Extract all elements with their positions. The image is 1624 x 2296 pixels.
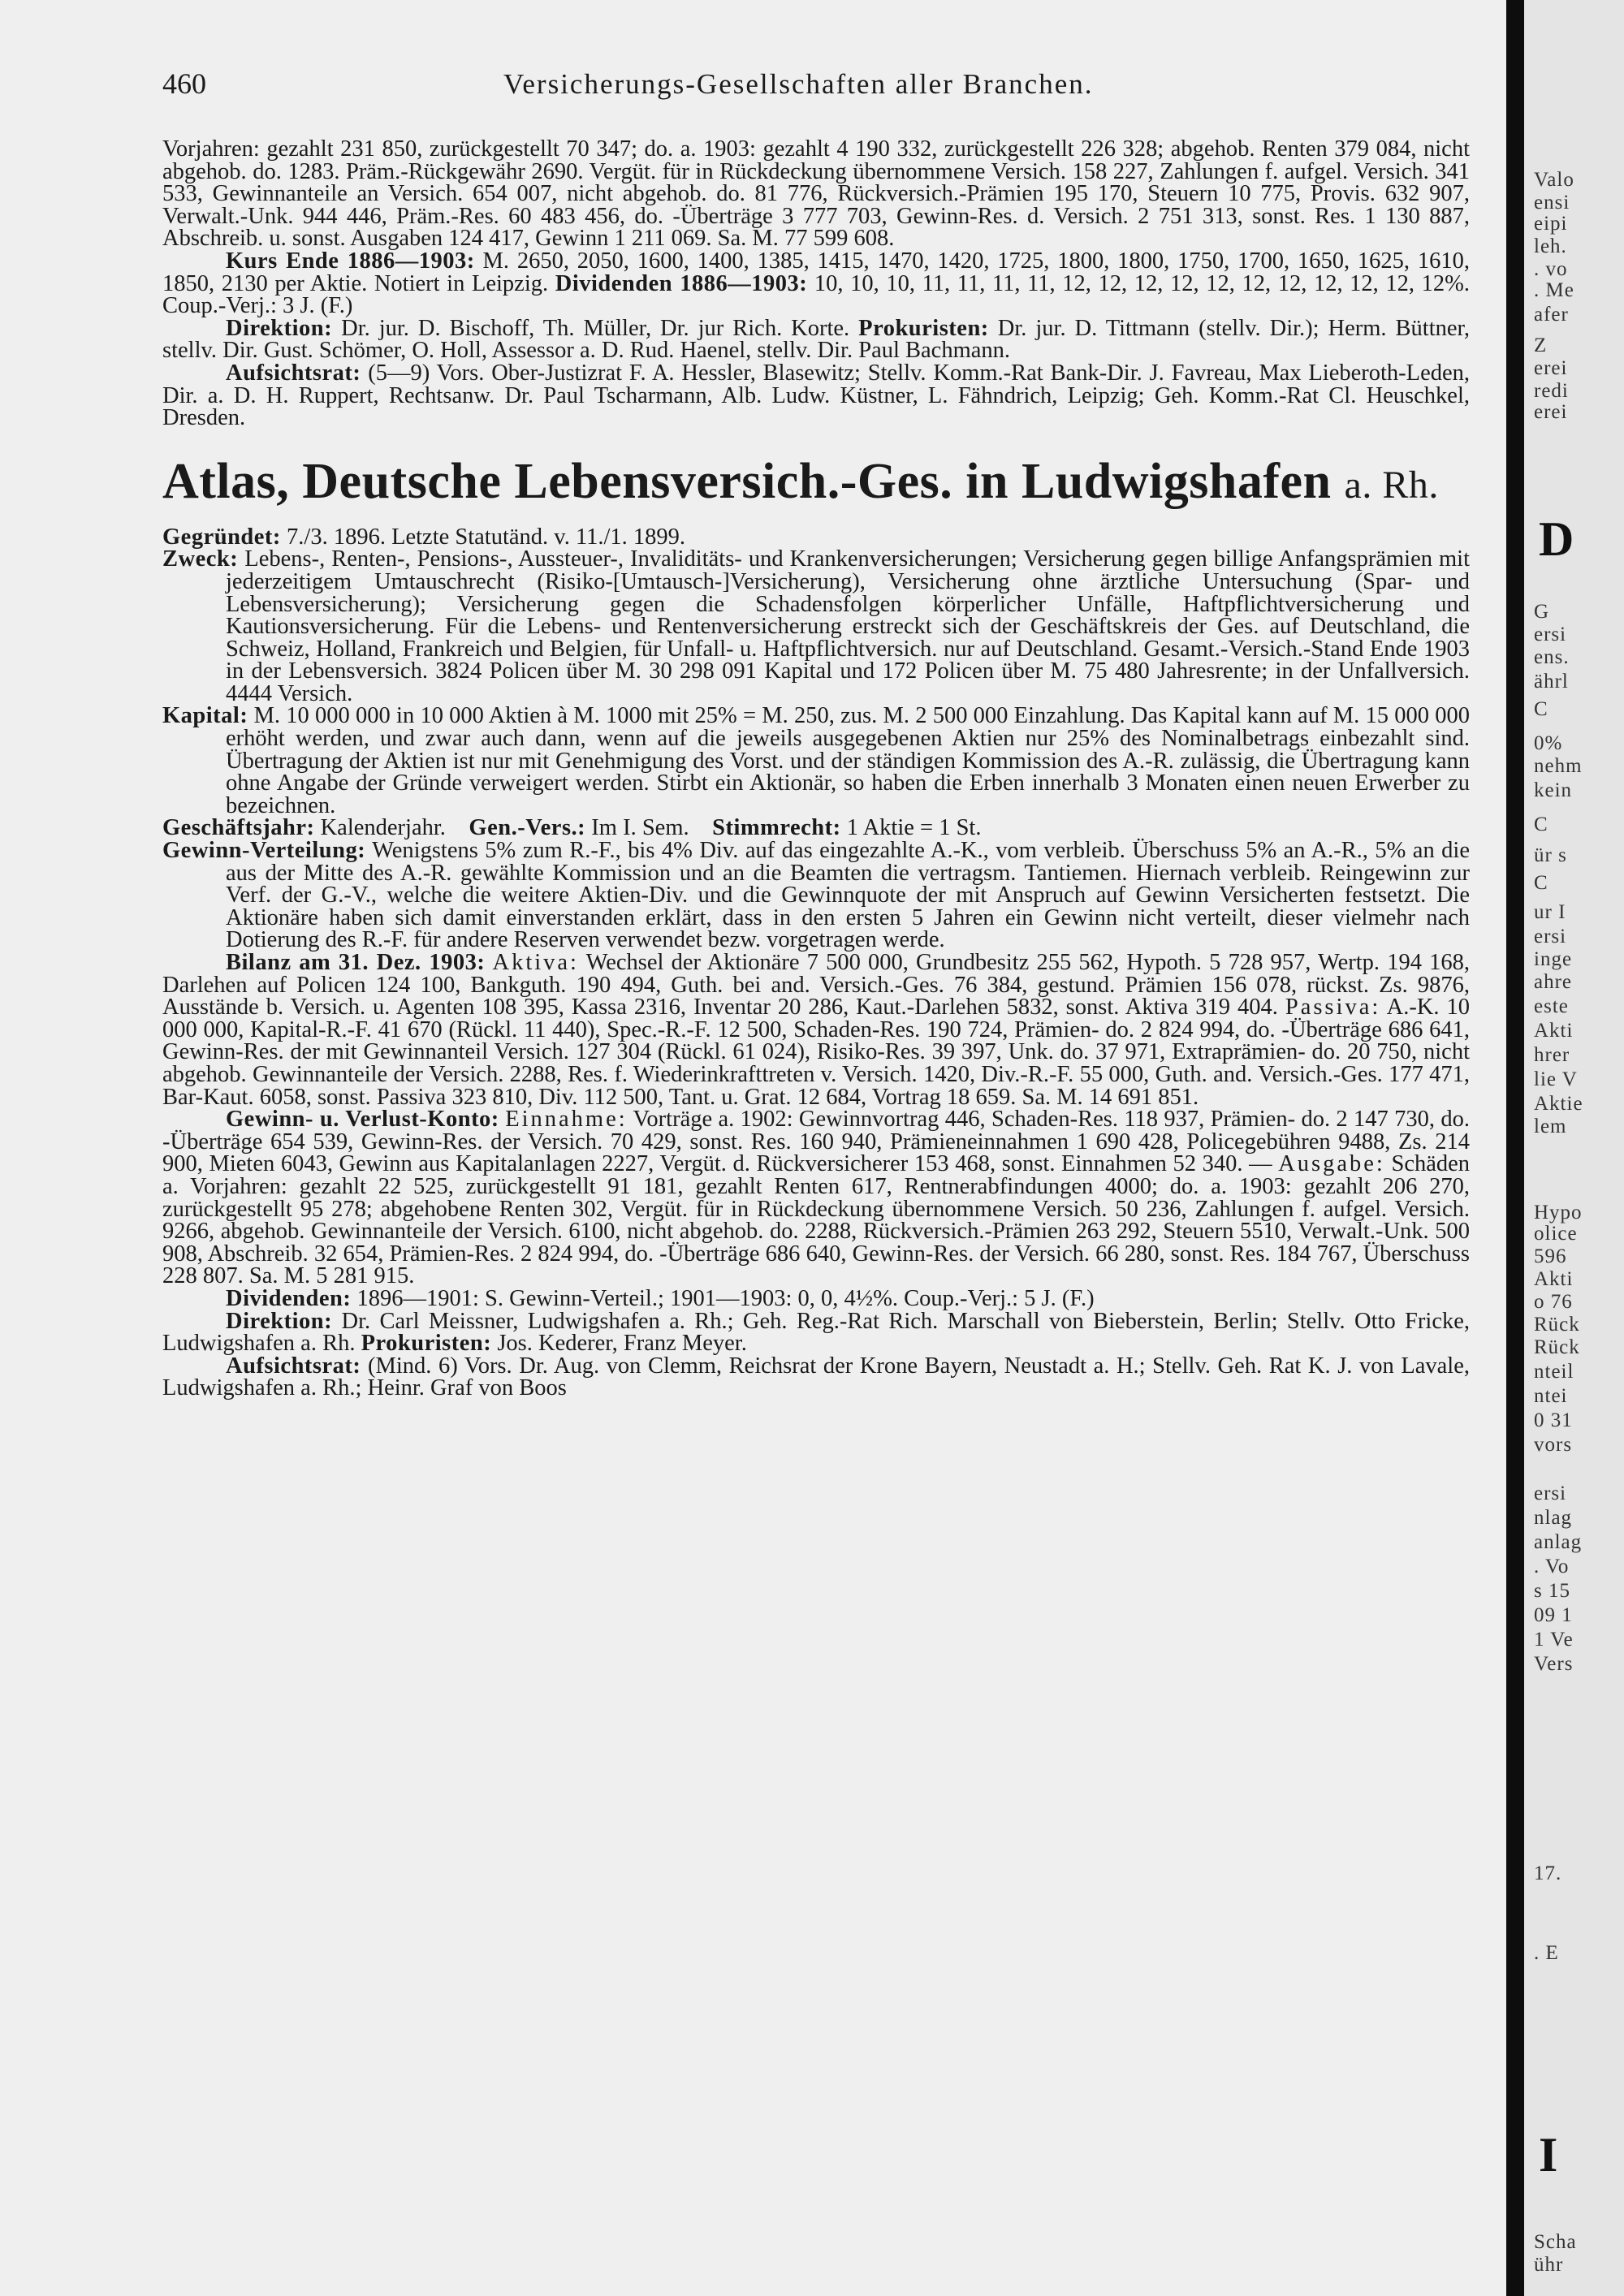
gewinn-verteilung-label: Gewinn-Verteilung: [162, 838, 366, 864]
direktion-paragraph-prev [162, 317, 1470, 362]
adjacent-page-fragment: 1 Ve [1534, 1629, 1574, 1651]
bilanz-passiva-text: A.-K. 10 000 000, Kapital-R.-F. 41 670 (Rückl. 11 440), Spec.-R.-F. 12 500, Schaden-Res. 190 724, Prämien- do. 2 824 994, do. -Überträge 686 641, Gewinn-Res. der mit Gewinnanteil Versich. 127 304 (Rückl. 61 024), Risiko-Res. 39 397, Unk. do. 37 971, Extraprämien- do. 20 750, nicht abgehob. Gewinnanteile der Versich. 2288, Res. f. Wiederinkrafttreten v. Versich. 1420, Div.-R.-F. 55 000, Guth. and. Versich.-Ges. 177 471, Bar-Kaut. 6058, sonst. Passiva 323 810, Div. 112 500, Tant. u. Grat. 12 684, Vortrag 18 659. Sa. M. 14 691 851. [162, 995, 1471, 1110]
adjacent-page-fragment: ersi [1534, 624, 1567, 645]
adjacent-page-fragment: nlag [1534, 1507, 1573, 1529]
stimmrecht-label: Stimmrecht: [712, 815, 841, 841]
zweck-paragraph [162, 548, 1470, 705]
adjacent-page-fragment: Akti [1534, 1020, 1574, 1042]
bilanz-paragraph [162, 952, 1470, 1108]
kapital-label: Kapital: [162, 703, 248, 729]
aufsichtsrat-label: Aufsichtsrat: [226, 1353, 361, 1379]
dividenden-label-prev: Dividenden 1886—1903: [555, 270, 808, 296]
guv-ausgabe-text: Schäden a. Vorjahren: gezahlt 22 525, zurückgestellt 91 181, gezahlt Renten 617, Rentnerabfindungen 4000; do. a. 1903: gezahlt 206 270, zurückgestellt 95 278; abgehobene Renten 302, Vergüt. für in Rückdeckung übernommene Versich. 50 236, Zahlungen f. aufgel. Versich. 9266, abgehob. Gewinnanteile der Versich. 6100, nicht abgehob. do. 2288, Rückversich.-Prämien 263 292, Steuern 5510, Verwalt.-Unk. 500 908, Abschreib. 32 654, Prämien-Res. 2 824 994, do. -Überträge 686 640, Gewinn-Res. der Versich. 66 280, sonst. Res. 184 767, Überschuss 228 807. Sa. M. 5 281 915. [162, 1151, 1471, 1289]
gegruendet-label: Gegründet: [162, 524, 281, 550]
direktion-label-prev: Direktion: [226, 315, 333, 341]
adjacent-page-fragment: 17. [1534, 1862, 1562, 1884]
adjacent-page-fragment: inge [1534, 948, 1573, 970]
adjacent-page-fragment: o 76 [1534, 1291, 1573, 1313]
bilanz-aktiva-label: Aktiva: [492, 950, 579, 975]
company-name: Atlas, Deutsche Lebensversich.-Ges. in Ludwigshafen [162, 453, 1332, 509]
aufsichtsrat-paragraph-prev [162, 362, 1470, 429]
zweck-text: Lebens-, Renten-, Pensions-, Aussteuer-, Invaliditäts- und Krankenversicherungen; Versicherung gegen billige Anfangsprämien mit jederzeitigem Umtauschrecht (Risiko-[Umtausch-]Versicherung), Versicherung ohne ärztliche Untersuchung (Spar- und Lebensversicherung); Versicherung gegen die Schadensfolgen körperlicher Unfälle, Haftpflichtversicherung und Kautionsversicherung. Für die Lebens- und Rentenversicherung erstreckt sich der Geschäftskreis der Ges. auf Deutschland, die Schweiz, Holland, Frankreich und Belgien, für Unfall- u. Haftpflichtversich. nur auf Deutschland. Gesamt.-Versich.-Stand Ende 1903 in der Lebensversich. 3824 Policen über M. 30 298 091 Kapital und 172 Policen über M. 75 480 Jahresrente; in der Unfallversich. 4444 Versich. [226, 546, 1471, 706]
stimmrecht-text: 1 Aktie = 1 St. [846, 815, 982, 841]
geschaeftsjahr-text: Kalenderjahr. [320, 815, 446, 841]
adjacent-page-fragment: Z [1534, 334, 1548, 356]
dividenden-text: 1896—1901: S. Gewinn-Verteil.; 1901—1903: 0, 0, 4½%. Coup.-Verj.: 5 J. (F.) [356, 1285, 1095, 1311]
geschaeftsjahr-paragraph [162, 817, 1470, 839]
prokuristen-text: Jos. Kederer, Franz Meyer. [497, 1331, 747, 1357]
adjacent-page-fragment: ersi [1534, 1482, 1567, 1504]
aufsichtsrat-text: (Mind. 6) Vors. Dr. Aug. von Clemm, Reichsrat der Krone Bayern, Neustadt a. H.; Stellv. Geh. Rat K. J. von Lavale, Ludwigshafen a. Rh.; Heinr. Graf von Boos [162, 1353, 1471, 1401]
adjacent-page-fragment: Vers [1534, 1653, 1574, 1675]
adjacent-page-fragment: 0% [1534, 732, 1563, 754]
adjacent-page-fragment: ahre [1534, 971, 1573, 993]
adjacent-page-fragment: nehm [1534, 755, 1583, 777]
bilanz-passiva-label: Passiva: [1285, 995, 1381, 1021]
adjacent-page-fragment: erei [1534, 357, 1568, 379]
adjacent-page-fragment: Scha [1534, 2231, 1577, 2253]
adjacent-page-fragment: afer [1534, 304, 1569, 326]
dividenden-text-prev: 10, 10, 10, 11, 11, 11, 11, 12, 12, 12, 12, 12, 12, 12, 12, 12, 12, 12%. Coup.-Verj.: 3 J. (F.) [162, 270, 1471, 319]
adjacent-page-edge [1524, 0, 1624, 2296]
adjacent-page-fragment: vors [1534, 1434, 1573, 1456]
adjacent-page-fragment: . Me [1534, 279, 1574, 301]
gegruendet-paragraph [162, 526, 1470, 549]
adjacent-page-fragment: . E [1534, 1942, 1559, 1964]
adjacent-page-fragment: s 15 [1534, 1580, 1570, 1602]
aufsichtsrat-text-prev: (5—9) Vors. Ober-Justizrat F. A. Hessler, Blasewitz; Stellv. Komm.-Rat Bank-Dir. J. Favreau, Max Lieberoth-Leden, Dir. a. D. H. Ruppert, Rechtsanw. Dr. Paul Tscharmann, Alb. Ludw. Küstner, L. Fähndrich, Leipzig; Geh. Komm.-Rat Cl. Heuschkel, Dresden. [162, 360, 1471, 431]
kapital-paragraph [162, 705, 1470, 817]
prokuristen-text-prev: Dr. jur. D. Tittmann (stellv. Dir.); Herm. Büttner, stellv. Dir. Gust. Schömer, O. Holl, Assessor a. D. Rud. Haenel, stellv. Dir. Paul Bachmann. [162, 315, 1470, 364]
kurs-paragraph [162, 250, 1470, 317]
guv-einnahme-text: Vorträge a. 1902: Gewinnvortrag 446, Schaden-Res. 118 937, Prämien- do. 2 147 730, do. -Überträge 654 539, Gewinn-Res. der Versich. 70 429, sonst. Res. 160 940, Prämieneinnahmen 1 690 428, Policegebühren 9488, Zs. 214 900, Mieten 6043, Gewinn aus Kapitalanlagen 2227, Vergüt. d. Rückversicherer 153 468, sonst. Einnahmen 52 340. — [162, 1107, 1471, 1177]
prokuristen-label-prev: Prokuristen: [858, 315, 989, 341]
adjacent-page-fragment: C [1534, 698, 1548, 720]
adjacent-page-fragment: anlag [1534, 1531, 1583, 1553]
dividenden-label: Dividenden: [226, 1285, 352, 1311]
adjacent-page-fragment: Valo [1534, 169, 1574, 191]
guv-label: Gewinn- u. Verlust-Konto: [226, 1107, 499, 1133]
page-body [162, 138, 1470, 1400]
adjacent-page-fragment: Hypo [1534, 1202, 1583, 1224]
kapital-text: M. 10 000 000 in 10 000 Aktien à M. 1000 mit 25% = M. 250, zus. M. 2 500 000 Einzahlung. Das Kapital kann auf M. 15 000 000 erhöht werden, und zwar auch dann, wenn auf die jeweils ausgegebenen Aktien nur 25% des Nominalbetrags einbezahlt sind. Übertragung der Aktien ist nur mit Genehmigung des Vorst. und der ständigen Kommission des A.-R. zulässig, die Übertragung kann ohne Angabe der Gründe verweigert werden. Stirbt ein Aktionär, so haben die Erben innerhalb 3 Monaten einen neuen Erwerber zu bezeichnen. [226, 703, 1471, 818]
direktion-text-prev: Dr. jur. D. Bischoff, Th. Müller, Dr. jur Rich. Korte. [341, 315, 850, 341]
running-title: Versicherungs-Gesellschaften aller Branchen. [503, 68, 1094, 100]
adjacent-page-fragment: ährl [1534, 671, 1569, 693]
adjacent-page-fragment: ur I [1534, 901, 1566, 923]
adjacent-page-fragment: . Vo [1534, 1556, 1570, 1577]
direktion-paragraph [162, 1310, 1470, 1355]
adjacent-page-fragment: C [1534, 872, 1548, 894]
adjacent-page-fragment: redi [1534, 380, 1569, 402]
gegruendet-text: 7./3. 1896. Letzte Statutänd. v. 11./1. 1899. [287, 524, 686, 550]
adjacent-page-fragment: Akti [1534, 1268, 1574, 1290]
aufsichtsrat-label-prev: Aufsichtsrat: [226, 360, 361, 386]
gewinn-verteilung-text: Wenigstens 5% zum R.-F., bis 4% Div. auf das eingezahlte A.-K., vom verbleib. Überschuss 5% an A.-R., 5% an die aus der Mitte des A.-R. gewählte Kommission und an die Beamten die vertragsm. Tantiemen. Hiernach verbleib. Reingewinn zur Verf. der G.-V., welche die weitere Aktien-Div. und die Gewinnquote der mit Anspruch auf Gewinn Versicherten festsetzt. Die Aktionäre haben sich damit einverstanden erklärt, dass in den ersten 5 Jahren ein Gewinn nicht verteilt, dieser vielmehr nach Dotierung des R.-F. für andere Reserven verwendet bezw. vorgetragen werde. [226, 838, 1470, 953]
company-name-suffix: a. Rh. [1344, 463, 1439, 507]
adjacent-page-fragment: 596 [1534, 1245, 1567, 1267]
book-gutter-shadow [1506, 0, 1524, 2296]
bilanz-label: Bilanz am 31. Dez. 1903: [226, 950, 486, 975]
page-number: 460 [162, 67, 206, 100]
adjacent-page-fragment: ühr [1534, 2254, 1564, 2276]
adjacent-page-fragment: olice [1534, 1223, 1578, 1245]
adjacent-page-fragment: ens. [1534, 646, 1570, 668]
adjacent-page-fragment: este [1534, 995, 1569, 1017]
adjacent-page-fragment: lem [1534, 1116, 1567, 1137]
geschaeftsjahr-label: Geschäftsjahr: [162, 815, 315, 841]
guv-einnahme-label: Einnahme: [505, 1107, 628, 1133]
adjacent-page-fragment: Rück [1534, 1336, 1580, 1358]
genvers-label: Gen.-Vers.: [469, 815, 586, 841]
adjacent-page-fragment: D [1539, 512, 1574, 566]
zweck-label: Zweck: [162, 546, 239, 572]
adjacent-page-fragment: lie V [1534, 1068, 1578, 1090]
adjacent-page-fragment: ür s [1534, 844, 1567, 866]
adjacent-page-fragment: Rück [1534, 1314, 1580, 1336]
kurs-label: Kurs Ende 1886—1903: [226, 248, 475, 274]
adjacent-page-fragment: . vo [1534, 258, 1568, 280]
guv-ausgabe-label: Ausgabe: [1278, 1151, 1385, 1177]
adjacent-page-fragment: G [1534, 601, 1550, 623]
page-header [162, 67, 1470, 107]
direktion-text: Dr. Carl Meissner, Ludwigshafen a. Rh.; Geh. Reg.-Rat Rich. Marschall von Bieberstein, Berlin; Stellv. Otto Fricke, Ludwigshafen a. Rh. [162, 1308, 1470, 1357]
adjacent-page-fragment: ensi [1534, 192, 1570, 214]
adjacent-page-fragment: leh. [1534, 235, 1567, 257]
company-title [162, 452, 1470, 515]
prokuristen-label: Prokuristen: [361, 1331, 492, 1357]
adjacent-page-fragment: eipi [1534, 213, 1568, 235]
genvers-text: Im I. Sem. [591, 815, 689, 841]
adjacent-page-fragment: kein [1534, 779, 1573, 801]
guv-paragraph [162, 1108, 1470, 1288]
adjacent-page-fragment: 09 1 [1534, 1604, 1573, 1626]
adjacent-page-fragment: nteil [1534, 1361, 1574, 1383]
adjacent-page-fragment: C [1534, 814, 1548, 835]
adjacent-page-fragment: hrer [1534, 1044, 1570, 1066]
adjacent-page-fragment: Aktie [1534, 1093, 1583, 1115]
direktion-label: Direktion: [226, 1308, 333, 1334]
aufsichtsrat-paragraph [162, 1355, 1470, 1400]
gewinn-verteilung-paragraph [162, 839, 1470, 952]
dividenden-paragraph [162, 1285, 1470, 1311]
adjacent-page-fragment: ersi [1534, 926, 1567, 947]
kurs-text: M. 2650, 2050, 1600, 1400, 1385, 1415, 1470, 1420, 1725, 1800, 1800, 1750, 1700, 1650, 1625, 1610, 1850, 2130 per Aktie. Notiert in Leipzig. [162, 248, 1470, 296]
previous-entry-continuation: Vorjahren: gezahlt 231 850, zurückgestellt 70 347; do. a. 1903: gezahlt 4 190 332, zurückgestellt 226 328; abgehob. Renten 379 084, nicht abgehob. do. 1283. Präm.-Rückgewähr 2690. Vergüt. für in Rückdeckung übernommene Versich. 158 227, Zahlungen f. aufgel. Versich. 341 533, Gewinnanteile an Versich. 654 007, nicht abgehob. do. 81 776, Rückversich.-Prämien 195 170, Steuern 10 775, Provis. 632 907, Verwalt.-Unk. 944 446, Präm.-Res. 60 483 456, do. -Überträge 3 777 703, Gewinn-Res. d. Versich. 2 751 313, sonst. Res. 1 130 887, Abschreib. u. sonst. Ausgaben 124 417, Gewinn 1 211 069. Sa. M. 77 599 608. [162, 136, 1470, 252]
adjacent-page-fragment: erei [1534, 401, 1568, 423]
adjacent-page-fragment: ntei [1534, 1385, 1568, 1407]
bilanz-aktiva-text: Wechsel der Aktionäre 7 500 000, Grundbesitz 255 562, Hypoth. 5 728 957, Wertp. 194 168, Darlehen auf Policen 124 100, Bankguth. 190 494, Guth. bei and. Versich.-Ges. 76 384, gestund. Prämien 156 078, rückst. Zs. 9876, Ausstände b. Versich. u. Agenten 108 395, Kassa 2316, Inventar 20 286, Kaut.-Darlehen 5832, sonst. Aktiva 319 404. [162, 950, 1470, 1021]
adjacent-page-fragment: I [1539, 2128, 1558, 2182]
adjacent-page-fragment: 0 31 [1534, 1409, 1573, 1431]
